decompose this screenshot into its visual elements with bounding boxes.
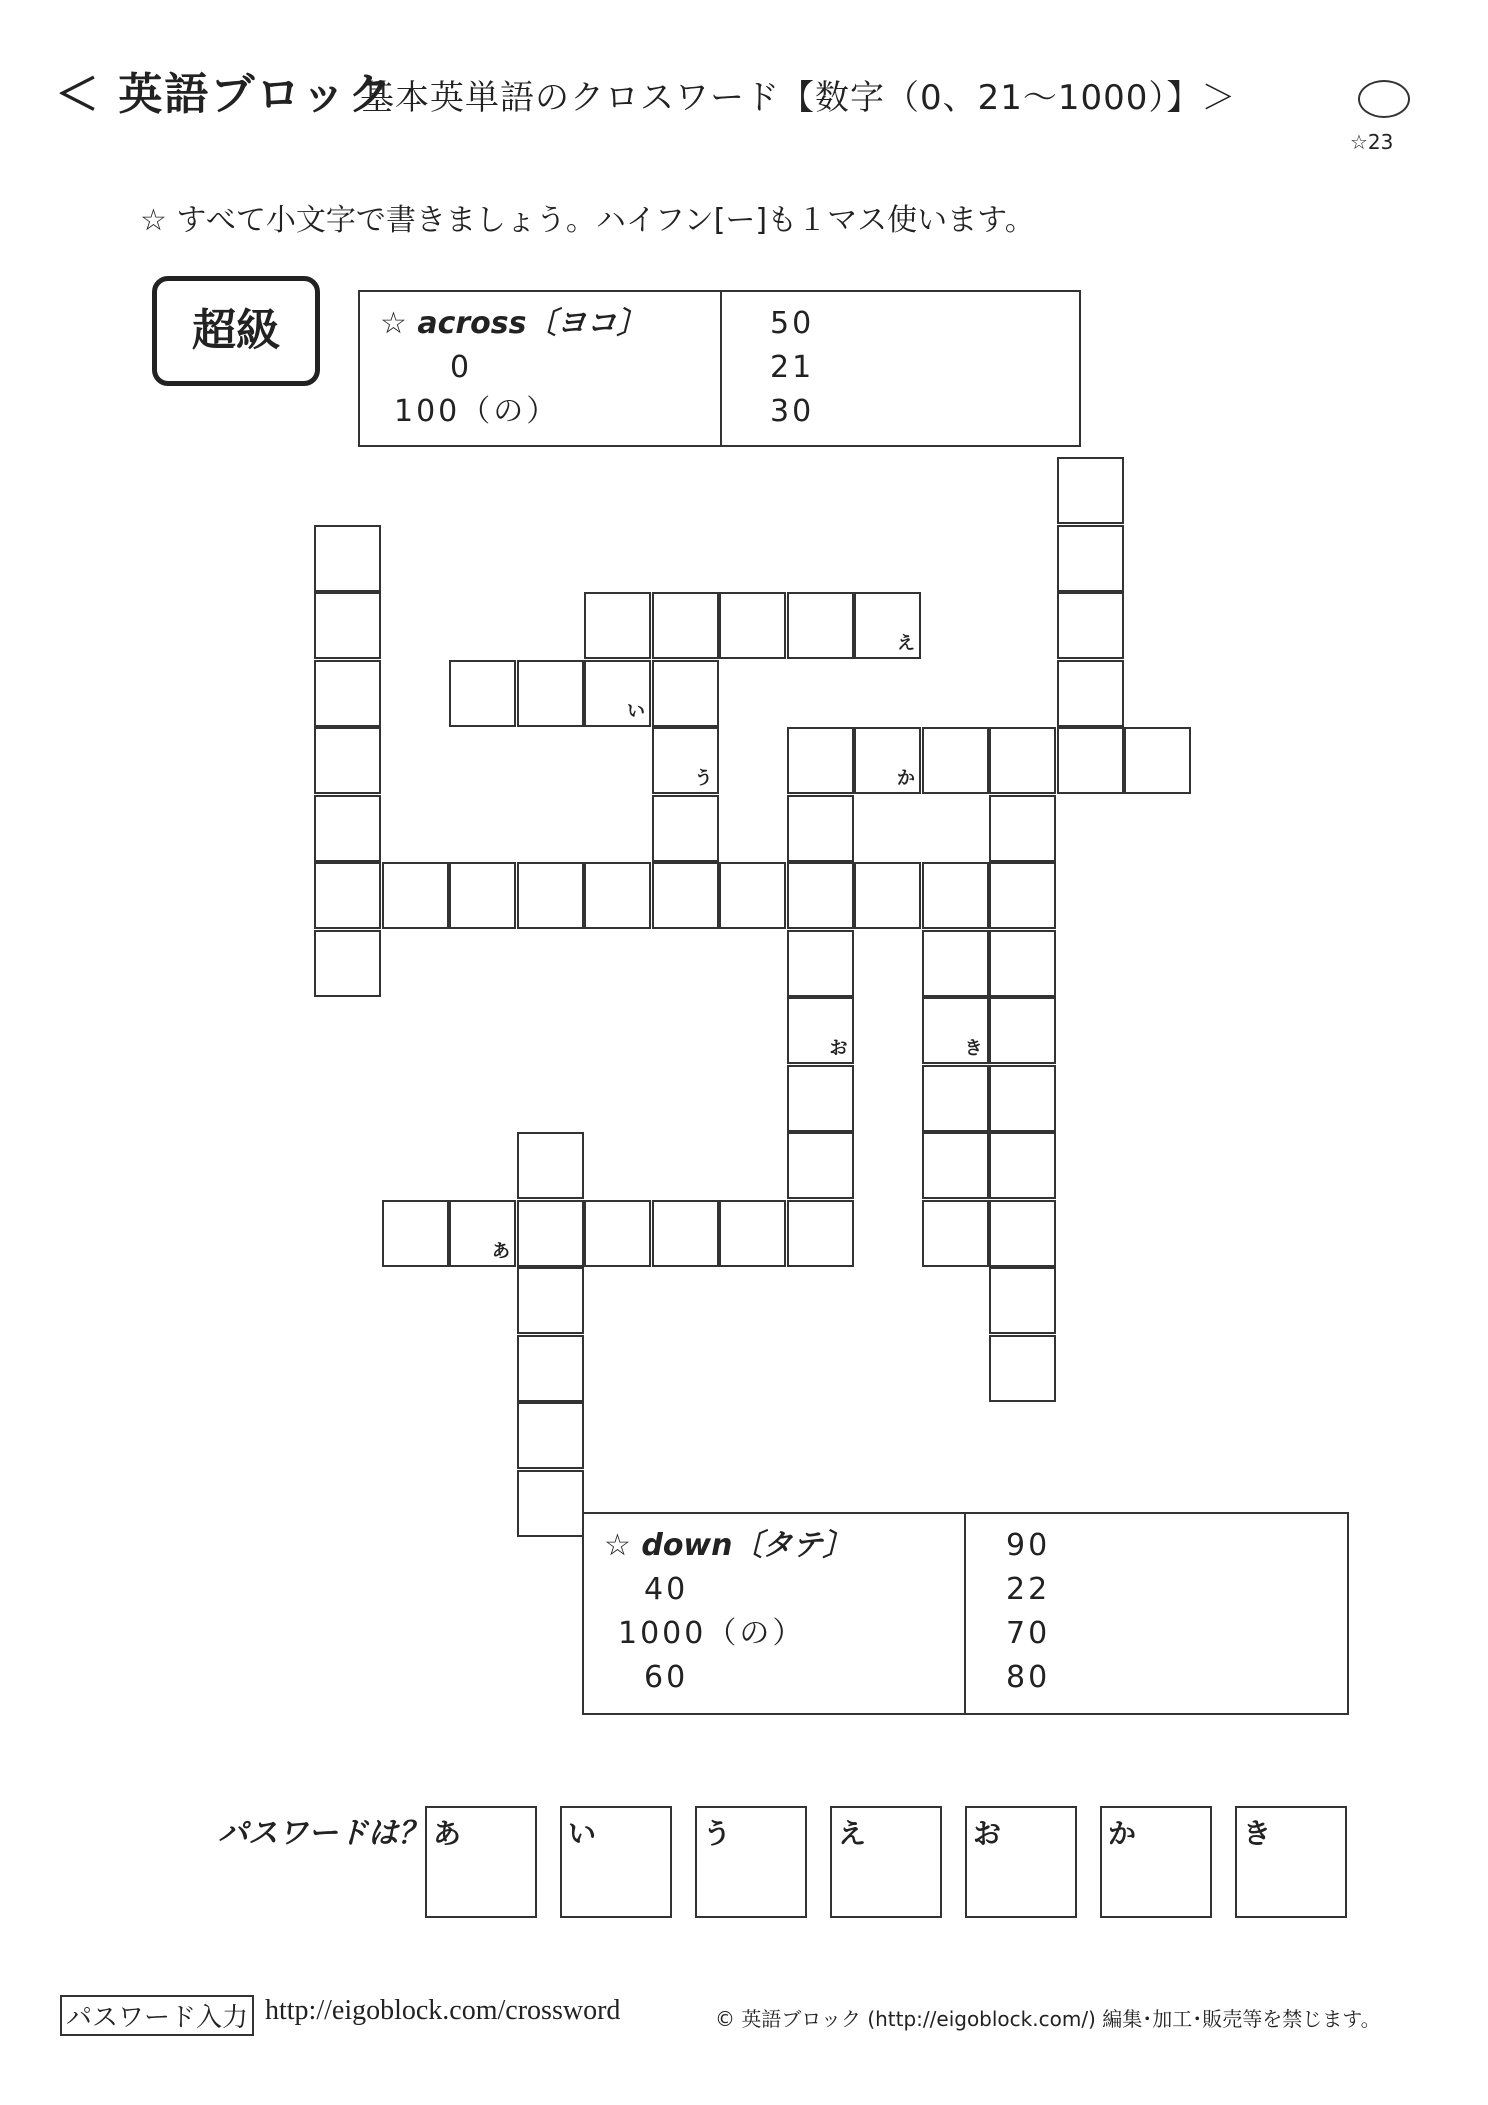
grid-cell[interactable] [449, 862, 516, 929]
password-box-label: き [1243, 1817, 1272, 1850]
down-clue: 60 [644, 1660, 689, 1695]
grid-cell[interactable] [652, 795, 719, 862]
grid-cell[interactable] [314, 930, 381, 997]
grid-cell[interactable] [517, 660, 584, 727]
grid-cell[interactable] [314, 862, 381, 929]
grid-cell[interactable] [382, 1200, 449, 1267]
password-box[interactable] [1235, 1806, 1347, 1918]
grid-cell[interactable] [652, 592, 719, 659]
grid-cell[interactable] [449, 660, 516, 727]
grid-cell[interactable] [787, 1200, 854, 1267]
password-box-label: か [1108, 1817, 1137, 1850]
grid-cell[interactable] [989, 1200, 1056, 1267]
across-clue: 30 [770, 394, 815, 429]
cell-marker: き [964, 1038, 983, 1059]
across-heading: ☆ across〔ヨコ〕 [380, 306, 647, 341]
grid-cell[interactable] [787, 727, 854, 794]
grid-cell[interactable] [787, 997, 854, 1064]
grid-cell[interactable] [922, 1065, 989, 1132]
page-title: 基本英単語のクロスワード【数字（0、21～1000）】＞ [360, 78, 1237, 118]
down-clue: 70 [1006, 1616, 1051, 1651]
grid-cell[interactable] [314, 592, 381, 659]
grid-cell[interactable] [314, 795, 381, 862]
password-box[interactable] [830, 1806, 942, 1918]
grid-cell[interactable] [989, 1065, 1056, 1132]
grid-cell[interactable] [989, 727, 1056, 794]
down-clue: 1000（の） [618, 1616, 806, 1651]
across-clue: 100（の） [394, 394, 560, 429]
across-clues [358, 290, 1081, 447]
grid-cell[interactable] [1124, 727, 1191, 794]
instruction: ☆ すべて小文字で書きましょう。ハイフン[ー]も１マス使います。 [140, 203, 1035, 238]
grid-cell[interactable] [1057, 525, 1124, 592]
across-clue: 21 [770, 350, 815, 385]
cell-marker: え [897, 633, 915, 654]
grid-cell[interactable] [719, 862, 786, 929]
grid-cell[interactable] [922, 1200, 989, 1267]
footer-url[interactable]: http://eigoblock.com/crossword [265, 1995, 621, 2026]
password-entry-label: パスワード入力 [60, 1995, 254, 2036]
grid-cell[interactable] [1057, 592, 1124, 659]
grid-cell[interactable] [719, 592, 786, 659]
sheet-number: ☆23 [1350, 130, 1394, 154]
grid-cell[interactable] [1057, 660, 1124, 727]
grid-cell[interactable] [854, 592, 921, 659]
grid-cell[interactable] [584, 1200, 651, 1267]
cell-marker: あ [492, 1240, 510, 1262]
grid-cell[interactable] [922, 727, 989, 794]
grid-cell[interactable] [989, 930, 1056, 997]
password-box[interactable] [560, 1806, 672, 1918]
grid-cell[interactable] [517, 1200, 584, 1267]
password-box-label: い [568, 1817, 597, 1850]
grid-cell[interactable] [449, 1200, 516, 1267]
grid-cell[interactable] [584, 660, 651, 727]
grid-cell[interactable] [517, 1470, 584, 1537]
grid-cell[interactable] [719, 1200, 786, 1267]
grid-cell[interactable] [517, 1132, 584, 1199]
grid-cell[interactable] [989, 862, 1056, 929]
grid-cell[interactable] [989, 795, 1056, 862]
grid-cell[interactable] [1057, 727, 1124, 794]
across-clue: 0 [450, 350, 473, 385]
grid-cell[interactable] [787, 592, 854, 659]
level-badge: 超級 [152, 276, 320, 386]
grid-cell[interactable] [787, 1132, 854, 1199]
brand-logo: ＜ 英語ブロック [55, 69, 394, 120]
password-box[interactable] [695, 1806, 807, 1918]
grid-cell[interactable] [382, 862, 449, 929]
down-clue: 90 [1006, 1528, 1051, 1563]
grid-cell[interactable] [1057, 457, 1124, 524]
grid-cell[interactable] [314, 525, 381, 592]
grid-cell[interactable] [854, 862, 921, 929]
grid-cell[interactable] [787, 795, 854, 862]
grid-cell[interactable] [314, 660, 381, 727]
copyright: © 英語ブロック (http://eigoblock.com/) 編集･加工･販売等を禁じます。 [715, 2007, 1381, 2031]
password-box-label: う [703, 1817, 732, 1850]
grid-cell[interactable] [989, 1267, 1056, 1334]
down-heading: ☆ down〔タテ〕 [604, 1528, 853, 1563]
grid-cell[interactable] [787, 862, 854, 929]
password-box-label: あ [433, 1817, 462, 1850]
grid-cell[interactable] [787, 930, 854, 997]
password-box-label: え [838, 1817, 867, 1850]
grid-cell[interactable] [922, 862, 989, 929]
face-icon [1358, 80, 1410, 118]
grid-cell[interactable] [922, 997, 989, 1064]
password-label: パスワードは？ [218, 1816, 428, 1851]
grid-cell[interactable] [652, 1200, 719, 1267]
password-box-label: お [973, 1817, 1002, 1850]
cell-marker: い [627, 700, 645, 722]
down-clues [582, 1512, 1349, 1715]
grid-cell[interactable] [584, 592, 651, 659]
grid-cell[interactable] [989, 997, 1056, 1064]
down-clue: 22 [1006, 1572, 1051, 1607]
cell-marker: か [897, 768, 915, 789]
grid-cell[interactable] [517, 1267, 584, 1334]
grid-cell[interactable] [989, 1335, 1056, 1402]
grid-cell[interactable] [989, 1132, 1056, 1199]
grid-cell[interactable] [922, 930, 989, 997]
password-box[interactable] [425, 1806, 537, 1918]
grid-cell[interactable] [652, 660, 719, 727]
grid-cell[interactable] [517, 1402, 584, 1469]
grid-cell[interactable] [652, 862, 719, 929]
grid-cell[interactable] [652, 727, 719, 794]
password-box[interactable] [1100, 1806, 1212, 1918]
grid-cell[interactable] [922, 1132, 989, 1199]
grid-cell[interactable] [584, 862, 651, 929]
grid-cell[interactable] [854, 727, 921, 794]
grid-cell[interactable] [517, 862, 584, 929]
grid-cell[interactable] [314, 727, 381, 794]
grid-cell[interactable] [787, 1065, 854, 1132]
across-clue: 50 [770, 306, 815, 341]
password-box[interactable] [965, 1806, 1077, 1918]
grid-cell[interactable] [517, 1335, 584, 1402]
cell-marker: う [694, 768, 713, 789]
cell-marker: お [829, 1038, 848, 1059]
down-clue: 40 [644, 1572, 689, 1607]
down-clue: 80 [1006, 1660, 1051, 1695]
